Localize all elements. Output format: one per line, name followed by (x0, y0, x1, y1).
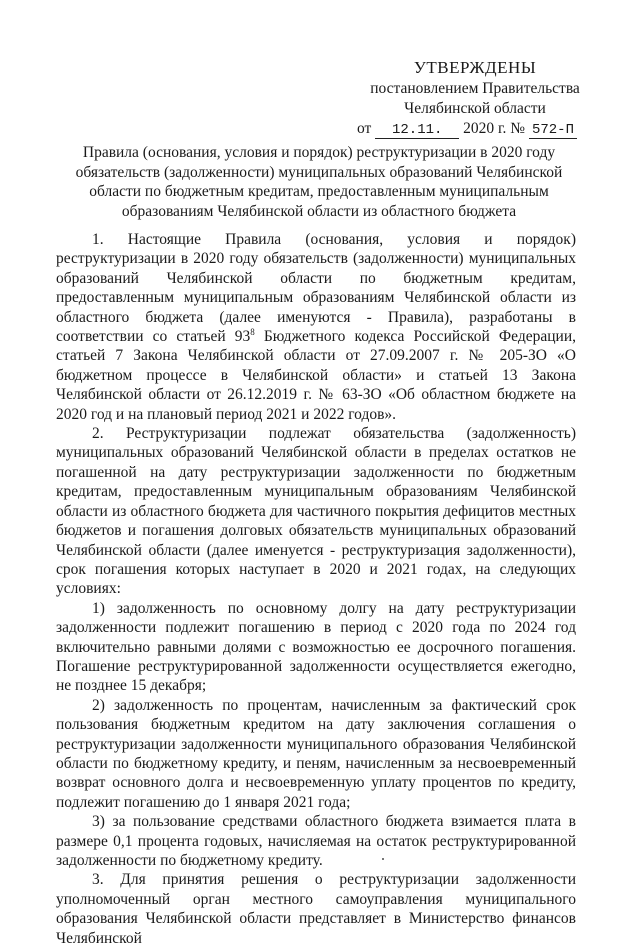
paragraph-2: 2. Реструктуризации подлежат обязательства (задолженность) муниципальных образований Челябинской области в пределах остатков не погашенной на дату реструктуризации задолженности по бюджетным кредитам, предоставленным муниципальным образованиям Челябинской области из областного бюджета для частичного покрытия дефицитов местных бюджетов и погашения долговых обязательств муниципальных образований Челябинской области (далее именуется - реструктуризация задолженности), срок погашения которых наступает в 2020 и 2021 годах, на следующих условиях: (56, 425, 576, 598)
document-title: Правила (основания, условия и порядок) реструктуризации в 2020 году обязательств (задолженности) муниципальных образований Челябинской области по бюджетным кредитам, предоставленным муниципальным образованиям Челябинской области из областного бюджета (75, 144, 563, 220)
approval-number: 572-П (529, 123, 577, 139)
paragraph-1-text-b: Бюджетного кодекса Российской Федерации, статьей 7 Закона Челябинской области от 27.09.2007 г. № 205-ЗО «О бюджетном процессе в Челябинской области» и статьей 13 Закона Челябинской области от 26.12.2019 г. № 63-ЗО «Об областном бюджете на 2020 год и на плановый период 2021 и 2022 годов». (56, 328, 576, 423)
paragraph-1 (56, 230, 576, 424)
scan-speck (382, 858, 384, 860)
paragraph-2-item-2: 2) задолженность по процентам, начисленным за фактический срок пользования бюджетным кредитом на дату заключения соглашения о реструктуризации задолженности муниципального образования Челябинской области по бюджетному кредиту, и пеням, начисленным за несвоевременный возврат основного долга и несвоевременную уплату процентов по кредиту, подлежит погашению до 1 января 2021 года; (56, 696, 576, 811)
approval-date: 12.11. (375, 123, 459, 139)
paragraph-3: 3. Для принятия решения о реструктуризации задолженности уполномоченный орган местного самоуправления муниципального образования Челябинской области представляет в Министерство финансов Челябинской (56, 871, 576, 947)
paragraph-2-item-3: 3) за пользование средствами областного бюджета взимается плата в размере 0,1 процента годовых, начисляемая на остаток реструктурированной задолженности по бюджетному кредиту. (56, 813, 576, 869)
paragraph-1-superscript: 8 (250, 327, 255, 338)
approval-heading: УТВЕРЖДЕНЫ (413, 58, 537, 77)
approval-line-1: постановлением Правительства (370, 80, 580, 97)
document-body (56, 230, 576, 948)
approval-order-line (355, 119, 595, 139)
approval-year: 2020 г. № (463, 120, 526, 137)
approval-line-2: Челябинской области (404, 100, 546, 117)
paragraph-2-item-1: 1) задолженность по основному долгу на дату реструктуризации задолженности подлежит погашению в период с 2020 года по 2024 год включительно равными долями с возможностью ее досрочного погашения. Погашение реструктурированной задолженности осуществляется ежегодно, не позднее 15 декабря; (56, 599, 576, 695)
approval-block (355, 58, 595, 139)
approval-from: от (357, 120, 372, 137)
paragraph-1-text-a: 1. Настоящие Правила (основания, условия и порядок) реструктуризации в 2020 году обязательств (задолженности) муниципальных образований Челябинской области по бюджетным кредитам, предоставленным муниципальным образованиям Челябинской области из областного бюджета (далее именуются - Правила), разработаны в соответствии со статьей 93 (56, 231, 576, 346)
